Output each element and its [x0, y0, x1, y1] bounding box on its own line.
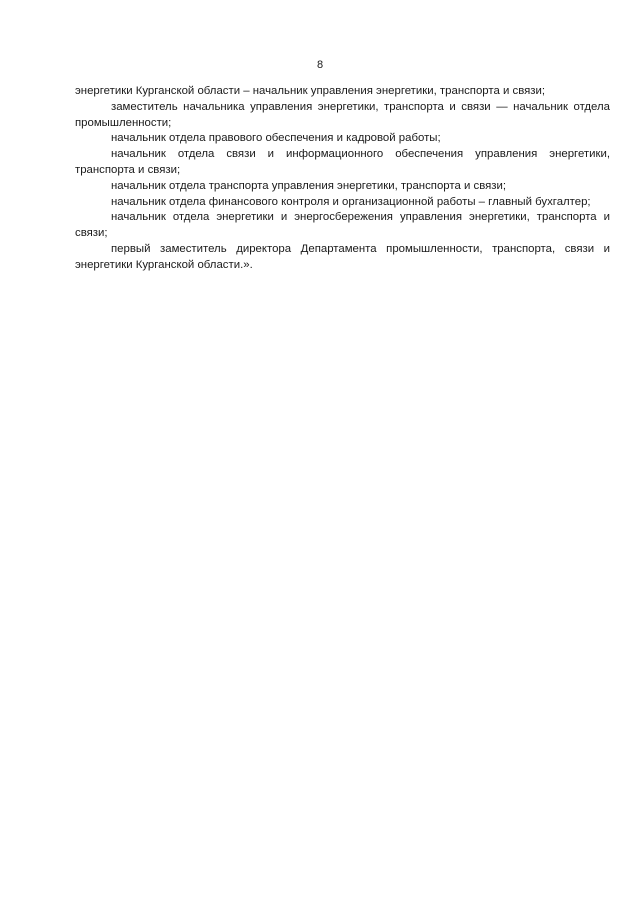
paragraph-legal-department: начальник отдела правового обеспечения и кадровой работы; [111, 132, 441, 145]
paragraph-deputy-head: заместитель начальника управления энергетики, транспорта и связи — начальник отдела промышленности; [75, 100, 610, 129]
document-body [75, 84, 610, 274]
page-number: 8 [316, 59, 324, 71]
paragraph-energy-department: начальник отдела энергетики и энергосбережения управления энергетики, транспорта и связи; [75, 211, 610, 240]
paragraph-first-deputy-director: первый заместитель директора Департамента промышленности, транспорта, связи и энергетики Курганской области.». [75, 242, 610, 271]
paragraph-communications-department: начальник отдела связи и информационного обеспечения управления энергетики, транспорта и связи; [75, 148, 610, 176]
paragraph-continuation: энергетики Курганской области – начальник управления энергетики, транспорта и связи; [75, 85, 546, 97]
paragraph-transport-department: начальник отдела транспорта управления энергетики, транспорта и связи; [111, 179, 507, 192]
paragraph-finance-department: начальник отдела финансового контроля и организационной работы – главный бухгалтер; [111, 195, 591, 208]
